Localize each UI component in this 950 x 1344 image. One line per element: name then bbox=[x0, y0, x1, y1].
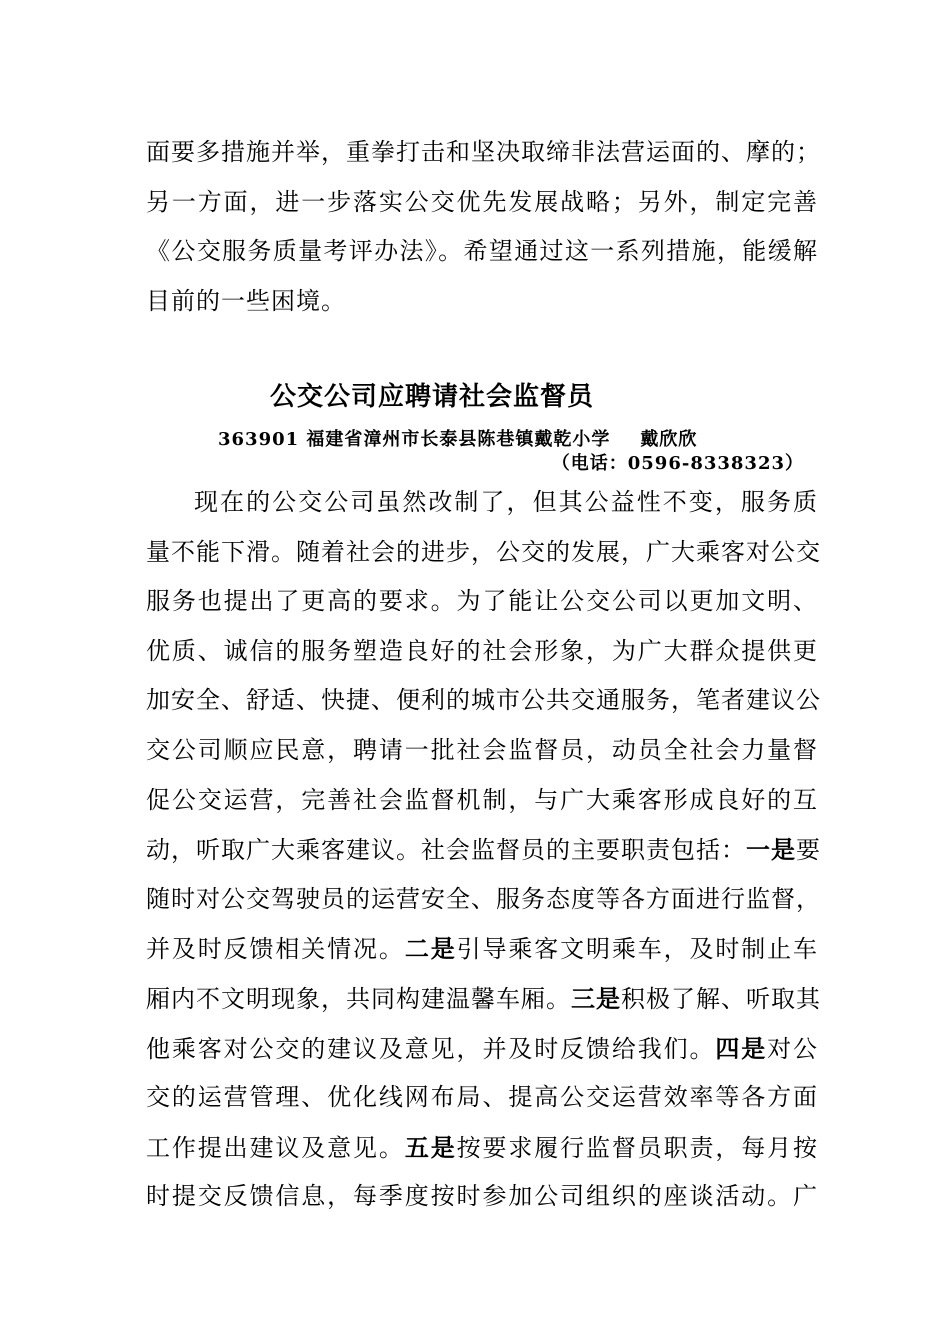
text-line: 交公司顺应民意，聘请一批社会监督员，动员全社会力量督 bbox=[146, 735, 818, 764]
text-line: 《公交服务质量考评办法》。希望通过这一系列措施，能缓解 bbox=[146, 237, 818, 266]
text-line: 随时对公交驾驶员的运营安全、服务态度等各方面进行监督， bbox=[146, 884, 821, 913]
text-line: 加安全、舒适、快捷、便利的城市公共交通服务，笔者建议公 bbox=[146, 686, 821, 715]
line-text: 引导乘客文明乘车，及时制止车 bbox=[456, 935, 819, 964]
text-line: 优质、诚信的服务塑造良好的社会形象，为广大群众提供更 bbox=[146, 636, 818, 665]
duty-four-marker: 四是 bbox=[715, 1033, 768, 1063]
text-line bbox=[146, 1123, 818, 1173]
byline-address: 363901 福建省漳州市长泰县陈巷镇戴乾小学 bbox=[218, 429, 611, 450]
duty-three-marker: 三是 bbox=[571, 983, 621, 1013]
text-line: 量不能下滑。随着社会的进步，公交的发展，广大乘客对公交 bbox=[146, 537, 821, 566]
article-byline bbox=[218, 425, 697, 451]
text-line: 服务也提出了更高的要求。为了能让公交公司以更加文明、 bbox=[146, 587, 818, 616]
duty-two-marker: 二是 bbox=[404, 934, 457, 964]
article-title-text: 公交公司应聘请社会监督员 bbox=[269, 382, 594, 412]
line-text: 动，听取广大乘客建议。社会监督员的主要职责包括： bbox=[146, 836, 746, 865]
line-text: 对公 bbox=[767, 1034, 819, 1063]
text-line: 面要多措施并举，重拳打击和坚决取缔非法营运面的、摩的； bbox=[146, 138, 821, 166]
duty-five-marker: 五是 bbox=[404, 1132, 457, 1162]
previous-section-text bbox=[146, 128, 821, 326]
text-line: 目前的一些困境。 bbox=[146, 286, 346, 315]
article-body bbox=[146, 478, 821, 1222]
text-line: 另一方面，进一步落实公交优先发展战略；另外，制定完善 bbox=[146, 187, 818, 216]
line-text: 并及时反馈相关情况。 bbox=[146, 935, 405, 964]
duty-one-marker: 一是 bbox=[746, 835, 796, 865]
text-line bbox=[146, 1024, 818, 1074]
byline-phone: （电话：0596-8338323） bbox=[551, 453, 804, 474]
line-text: 按要求履行监督员职责，每月按 bbox=[456, 1133, 819, 1162]
article-title bbox=[0, 376, 950, 413]
text-line: 时提交反馈信息，每季度按时参加公司组织的座谈活动。广 bbox=[146, 1182, 818, 1211]
text-line bbox=[146, 974, 821, 1024]
line-text: 要 bbox=[796, 836, 821, 865]
text-line: 现在的公交公司虽然改制了，但其公益性不变，服务质 bbox=[194, 488, 818, 516]
line-text: 工作提出建议及意见。 bbox=[146, 1133, 405, 1162]
line-text: 厢内不文明现象，共同构建温馨车厢。 bbox=[146, 984, 571, 1013]
line-text: 积极了解、听取其 bbox=[621, 984, 821, 1013]
text-line: 交的运营管理、优化线网布局、提高公交运营效率等各方面 bbox=[146, 1083, 818, 1112]
text-line bbox=[146, 924, 818, 974]
text-line: 促公交运营，完善社会监督机制，与广大乘客形成良好的互 bbox=[146, 785, 818, 814]
line-text: 他乘客对公交的建议及意见，并及时反馈给我们。 bbox=[146, 1034, 716, 1063]
byline-author: 戴欣欣 bbox=[640, 429, 698, 450]
text-line bbox=[146, 825, 821, 875]
